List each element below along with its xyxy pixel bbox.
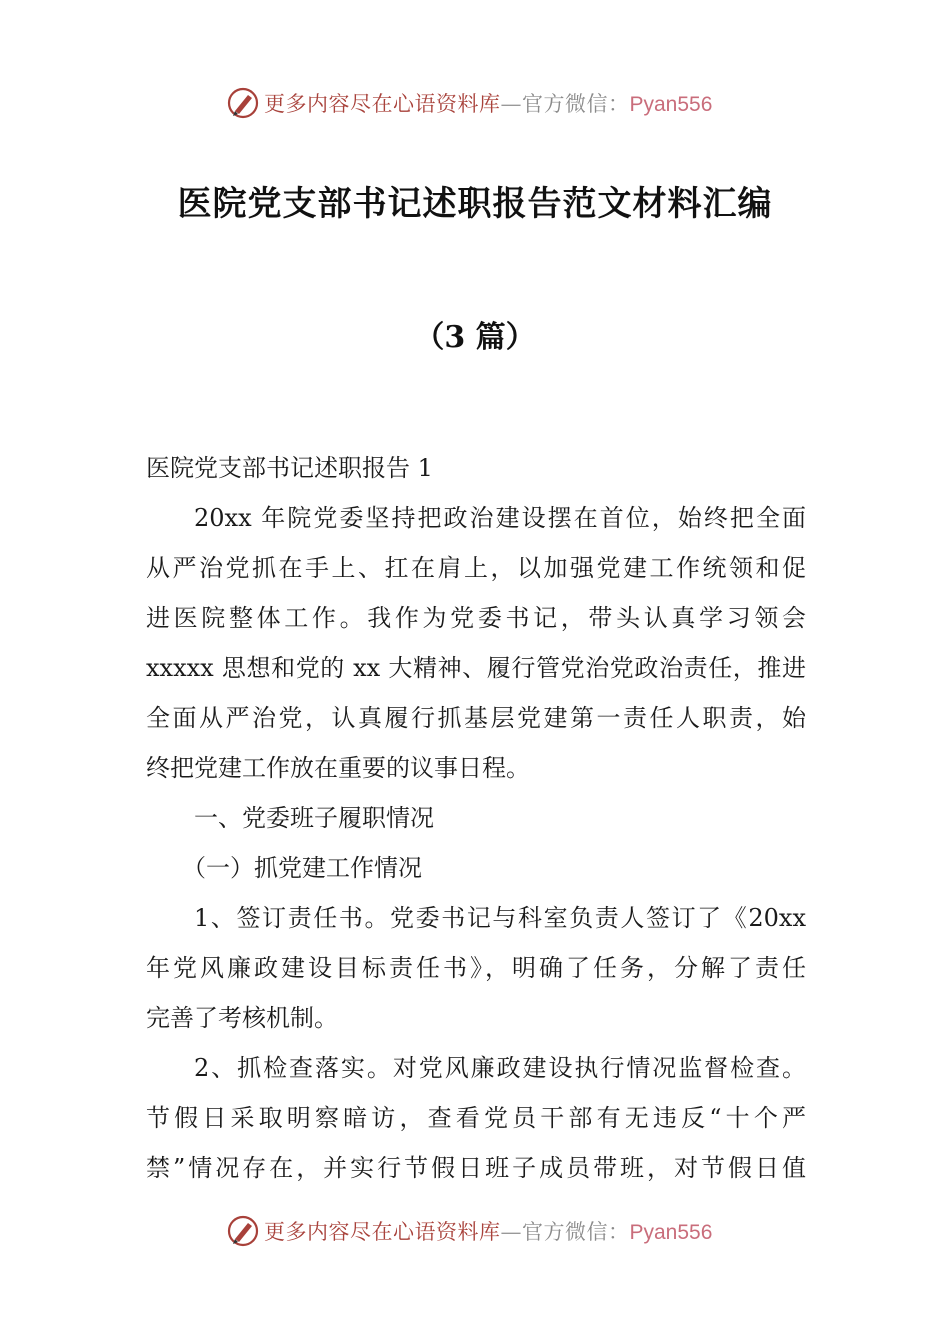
paragraph-intro [146,493,806,793]
section-heading: 一、党委班子履职情况 [194,804,434,832]
document-body [146,443,806,1193]
banner-dash: — [500,92,522,116]
subsection-heading: （一）抓党建工作情况 [182,854,422,882]
banner-wechat-id: Pyan556 [629,93,713,116]
text-line: 1、签订责任书。党委书记与科室负责人签订了《20xx [194,904,806,932]
banner-dash: — [500,1220,522,1244]
text-line: 进医院整体工作。我作为党委书记，带头认真学习领会 [146,604,806,632]
text-line: 节假日采取明察暗访，查看党员干部有无违反“十个严 [146,1104,806,1132]
text-line: xxxxx 思想和党的 xx 大精神、履行管党治党政治责任，推进 [146,654,806,682]
text-line: 全面从严治党，认真履行抓基层党建第一责任人职责，始 [146,704,806,732]
text-line: 20xx 年院党委坚持把政治建设摆在首位，始终把全面 [194,504,806,532]
text-line: 终把党建工作放在重要的议事日程。 [146,754,530,782]
banner-brand: 更多内容尽在心语资料库 [264,92,501,116]
document-subtitle: （3 篇） [414,320,536,355]
banner-wechat-label: 官方微信： [522,92,630,116]
text-line: 禁”情况存在，并实行节假日班子成员带班，对节假日值 [146,1154,806,1182]
banner-wechat-id: Pyan556 [629,1221,713,1244]
pen-logo-icon [226,1214,260,1248]
document-title: 医院党支部书记述职报告范文材料汇编 [177,184,773,224]
header-banner [0,82,950,122]
text-line: 年党风廉政建设目标责任书》，明确了任务，分解了责任 [146,954,806,982]
banner-text [264,88,712,118]
footer-banner [0,1210,950,1250]
text-line: 从严治党抓在手上、扛在肩上，以加强党建工作统领和促 [146,554,806,582]
paragraph-item-1 [146,893,806,1043]
banner-brand: 更多内容尽在心语资料库 [264,1220,501,1244]
pen-logo-icon [226,86,260,120]
text-line: 完善了考核机制。 [146,1004,338,1032]
report-heading: 医院党支部书记述职报告 1 [146,454,433,482]
banner-wechat-label: 官方微信： [522,1220,630,1244]
paragraph-item-2 [146,1043,806,1193]
banner-text [264,1216,712,1246]
text-line: 2、抓检查落实。对党风廉政建设执行情况监督检查。 [194,1054,806,1082]
